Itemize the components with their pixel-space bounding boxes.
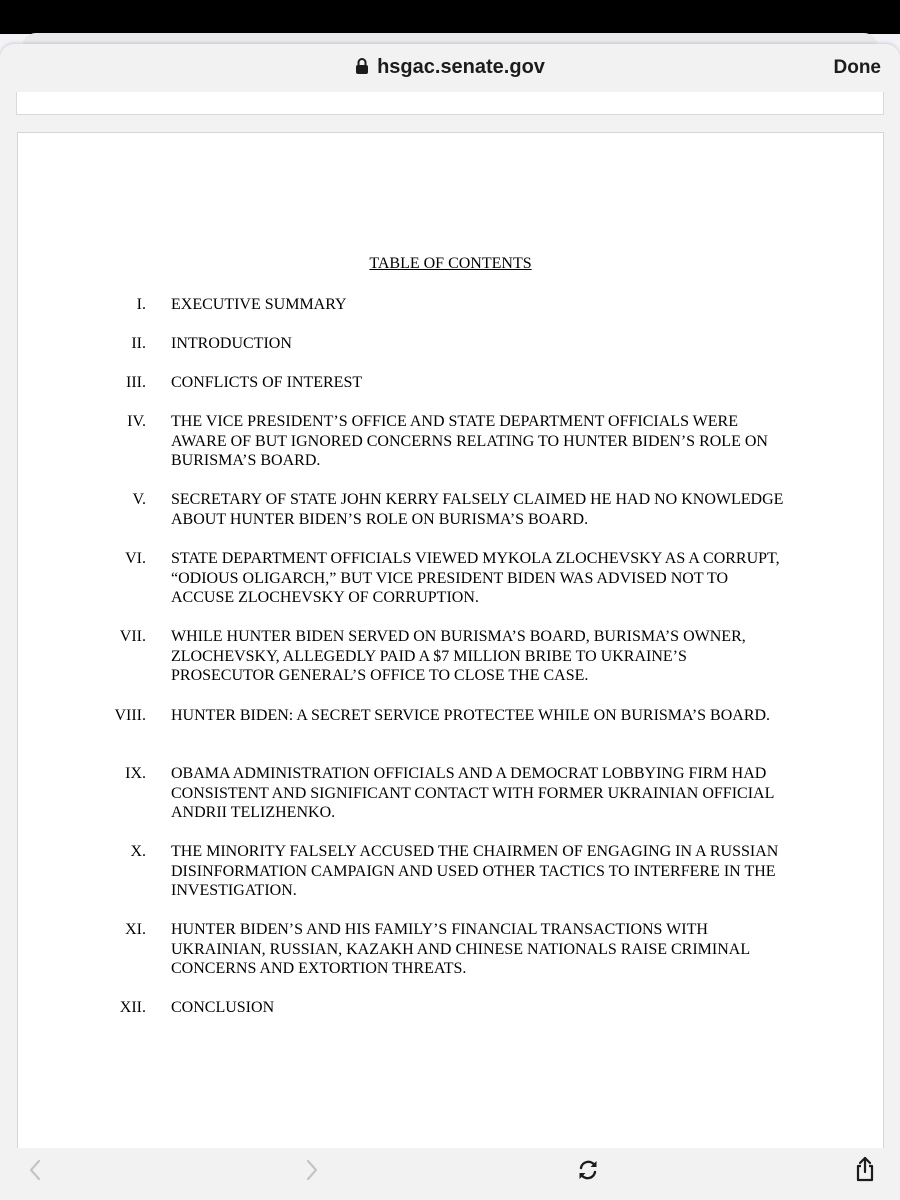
toc-entry-number: X. — [130, 843, 146, 860]
toc-entry-text: EXECUTIVE SUMMARY — [171, 296, 347, 313]
toc-entry-text: WHILE HUNTER BIDEN SERVED ON BURISMA’S BOARD, BURISMA’S OWNER, ZLOCHEVSKY, ALLEGEDLY PAID A $7 MILLION BRIBE TO UKRAINE’S PROSECUTOR GENERAL’S OFFICE TO CLOSE THE CASE. — [171, 628, 746, 684]
toc-entry-text: INTRODUCTION — [171, 335, 292, 352]
document-page — [17, 132, 884, 1154]
toc-entry-number: II. — [131, 335, 146, 352]
forward-chevron-icon[interactable] — [305, 1158, 319, 1187]
toc-entry-number: XI. — [125, 921, 146, 938]
toc-entry-text: CONFLICTS OF INTEREST — [171, 374, 363, 391]
toc-entry-text: THE MINORITY FALSELY ACCUSED THE CHAIRMEN OF ENGAGING IN A RUSSIAN DISINFORMATION CAMPAIGN AND USED OTHER TACTICS TO INTERFERE IN THE INVESTIGATION. — [171, 843, 779, 899]
toc-entry-number: IV. — [127, 413, 146, 430]
status-bar-strip — [0, 0, 900, 34]
back-chevron-icon[interactable] — [28, 1158, 42, 1187]
toc-entry-text: HUNTER BIDEN: A SECRET SERVICE PROTECTEE WHILE ON BURISMA’S BOARD. — [171, 707, 771, 724]
url-text: hsgac.senate.gov — [377, 56, 545, 78]
toc-entry-text: STATE DEPARTMENT OFFICIALS VIEWED MYKOLA ZLOCHEVSKY AS A CORRUPT, “ODIOUS OLIGARCH,” BUT VICE PRESIDENT BIDEN WAS ADVISED NOT TO ACCUSE ZLOCHEVSKY OF CORRUPTION. — [171, 550, 780, 606]
bottom-toolbar — [0, 1148, 900, 1200]
share-icon[interactable] — [854, 1156, 876, 1187]
toc-entry-text: SECRETARY OF STATE JOHN KERRY FALSELY CLAIMED HE HAD NO KNOWLEDGE ABOUT HUNTER BIDEN’S ROLE ON BURISMA’S BOARD. — [171, 491, 784, 528]
toc-entry-number: I. — [136, 296, 146, 313]
toc-entry-text: THE VICE PRESIDENT’S OFFICE AND STATE DEPARTMENT OFFICIALS WERE AWARE OF BUT IGNORED CONCERNS RELATING TO HUNTER BIDEN’S ROLE ON BURISMA’S BOARD. — [171, 413, 768, 469]
toc-entry-number: V. — [132, 491, 146, 508]
toc-entry-number: VII. — [119, 628, 146, 645]
done-button[interactable]: Done — [833, 57, 881, 78]
browser-header — [0, 44, 900, 94]
previous-page-edge — [16, 92, 884, 115]
toc-entry-text: CONCLUSION — [171, 999, 275, 1016]
document-content — [18, 133, 883, 1153]
toc-entry-number: IX. — [125, 765, 146, 782]
toc-entry-number: VI. — [125, 550, 146, 567]
lock-icon — [355, 57, 369, 81]
toc-entry-number: VIII. — [114, 707, 146, 724]
address-bar[interactable] — [0, 56, 900, 81]
toc-entry-text: HUNTER BIDEN’S AND HIS FAMILY’S FINANCIAL TRANSACTIONS WITH UKRAINIAN, RUSSIAN, KAZAKH AND CHINESE NATIONALS RAISE CRIMINAL CONCERNS AND EXTORTION THREATS. — [171, 921, 750, 977]
toc-entry-number: III. — [126, 374, 146, 391]
toc-entry-number: XII. — [119, 999, 146, 1016]
toc-heading: TABLE OF CONTENTS — [369, 255, 532, 272]
rotate-icon[interactable] — [576, 1158, 600, 1187]
toc-entry-text: OBAMA ADMINISTRATION OFFICIALS AND A DEMOCRAT LOBBYING FIRM HAD CONSISTENT AND SIGNIFICANT CONTACT WITH FORMER UKRAINIAN OFFICIAL ANDRII TELIZHENKO. — [171, 765, 774, 821]
